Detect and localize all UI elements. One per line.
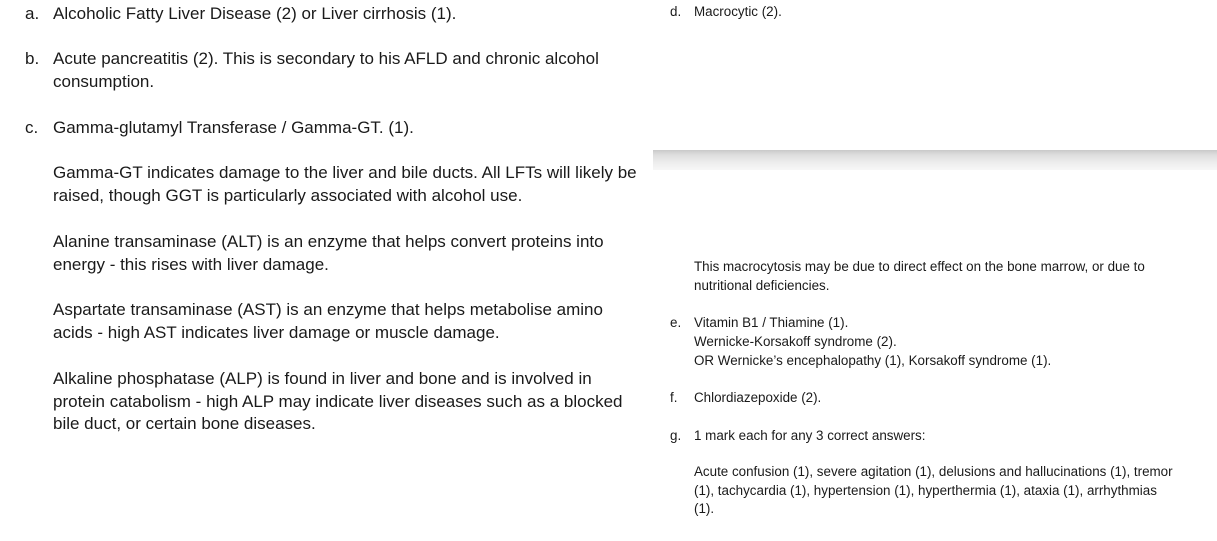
answer-g-text: 1 mark each for any 3 correct answers:: [694, 428, 926, 443]
answer-f-text: Chlordiazepoxide (2).: [694, 390, 822, 405]
answer-c-letter: c.: [25, 118, 39, 137]
alp-paragraph: Alkaline phosphatase (ALP) is found in liver and bone and is involved in protein catabolism - high ALP may indicate liver diseases such as a blocked bile duct, or certain bone diseases.: [53, 369, 623, 433]
answer-b-text: Acute pancreatitis (2). This is secondary to his AFLD and chronic alcohol consumption.: [53, 49, 599, 91]
answer-b-letter: b.: [25, 49, 40, 68]
answer-g-answers: Acute confusion (1), severe agitation (1), delusions and hallucinations (1), tremor (1), tachycardia (1), hypertension (1), hyperthermia (1), ataxia (1), arrhythmias (1).: [694, 464, 1173, 516]
answer-d-text: Macrocytic (2).: [694, 4, 782, 19]
macrocytosis-note: This macrocytosis may be due to direct effect on the bone marrow, or due to nutritional deficiencies.: [694, 259, 1145, 293]
ast-paragraph: Aspartate transaminase (AST) is an enzyme that helps metabolise amino acids - high AST indicates liver damage or muscle damage.: [53, 300, 603, 342]
answer-e-line-3: OR Wernicke’s encephalopathy (1), Korsakoff syndrome (1).: [694, 353, 1052, 368]
ggt-paragraph: Gamma-GT indicates damage to the liver and bile ducts. All LFTs will likely be raised, though GGT is particularly associated with alcohol use.: [53, 163, 637, 205]
answer-e-letter: e.: [670, 315, 682, 330]
answer-e-line-2: Wernicke-Korsakoff syndrome (2).: [694, 334, 897, 349]
answer-d-letter: d.: [670, 4, 682, 19]
alt-paragraph: Alanine transaminase (ALT) is an enzyme that helps convert proteins into energy - this rises with liver damage.: [53, 232, 604, 274]
answer-g-letter: g.: [670, 428, 682, 443]
answer-a-text: Alcoholic Fatty Liver Disease (2) or Liver cirrhosis (1).: [53, 4, 457, 23]
answer-f-letter: f.: [670, 390, 678, 405]
right-column: [653, 0, 1217, 541]
answer-a-letter: a.: [25, 4, 40, 23]
answer-c-text: Gamma-glutamyl Transferase / Gamma-GT. (1).: [53, 118, 414, 137]
answer-e-line-1: Vitamin B1 / Thiamine (1).: [694, 315, 849, 330]
